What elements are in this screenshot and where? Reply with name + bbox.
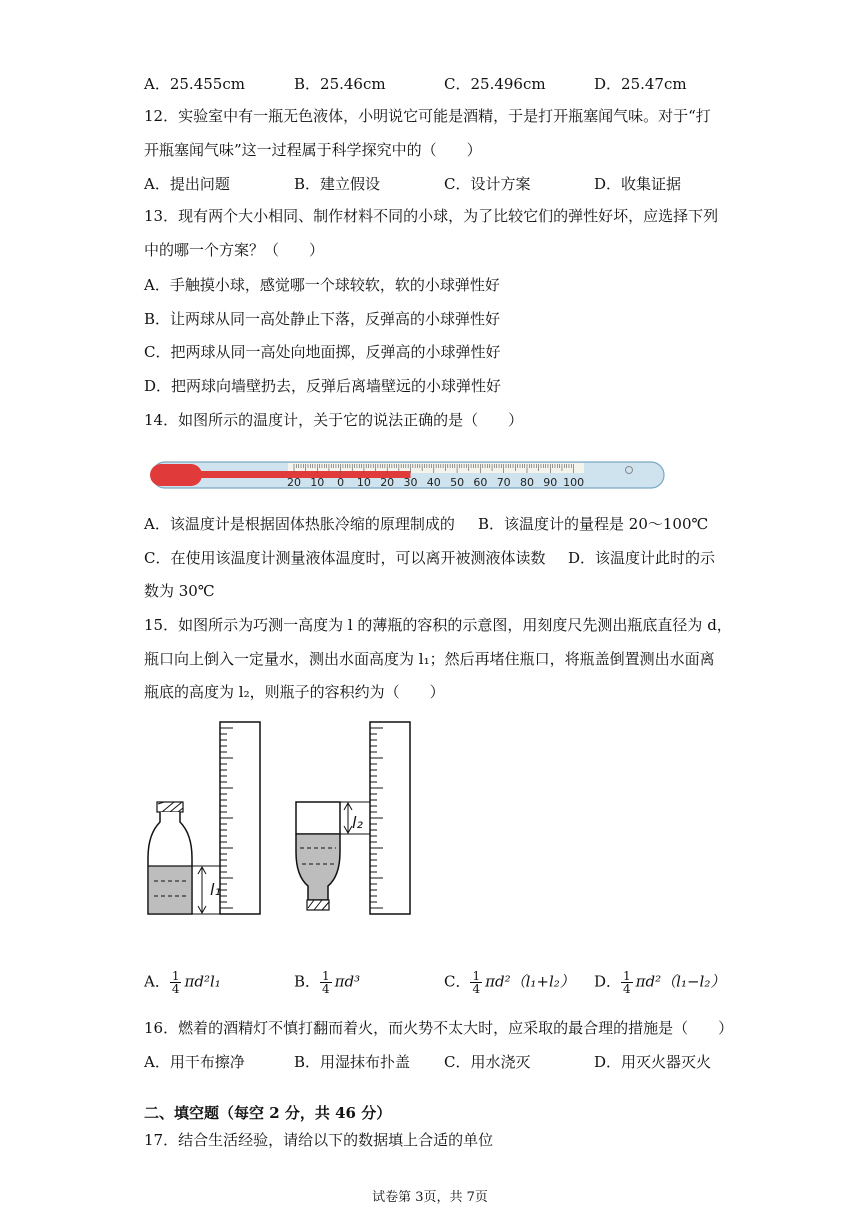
q16-option-a: A．用干布擦净 [144,1053,245,1071]
q12-option-a: A．提出问题 [144,175,230,193]
q15-option-c: C． $\frac{1}{4}$ πd²（l₁+l₂） [444,969,575,996]
label-l2: l₂ [352,813,363,832]
q15-option-d: D． $\frac{1}{4}$ πd²（l₁−l₂） [594,969,726,996]
q13-option-d: D．把两球向墙壁扔去，反弹后离墙壁远的小球弹性好 [144,377,502,395]
q15-option-a: A． $\frac{1}{4}$ πd²l₁ [144,969,221,996]
q15-stem-line1: 15．如图所示为巧测一高度为 l 的薄瓶的容积的示意图，用刻度尺先测出瓶底直径为 d， [144,616,732,634]
q12-stem-line2: 开瓶塞闻气味”这一过程属于科学探究中的（ ） [144,141,482,159]
q12-option-b: B．建立假设 [294,175,381,193]
thermometer-figure [148,456,668,494]
bottle-figure [140,718,420,923]
thermometer-label: 10 [356,476,371,489]
q15-stem-line2: 瓶口向上倒入一定量水，测出水面高度为 l₁；然后再堵住瓶口，将瓶盖倒置测出水面离 [144,650,715,668]
q14-stem: 14．如图所示的温度计，关于它的说法正确的是（ ） [144,411,524,429]
q15-stem-line3: 瓶底的高度为 l₂，则瓶子的容积约为（ ） [144,683,445,701]
q16-option-d: D．用灭火器灭火 [594,1053,712,1071]
q13-option-a: A．手触摸小球，感觉哪一个球较软，软的小球弹性好 [144,276,500,294]
q15-option-b: B． $\frac{1}{4}$ πd³ [294,969,361,996]
page-footer: 试卷第 3页，共 7页 [372,1190,488,1205]
thermometer-label: 70 [496,476,511,489]
q14-option-c: C．在使用该温度计测量液体温度时，可以离开被测液体读数 [144,549,546,567]
q16-stem: 16．燃着的酒精灯不慎打翻而着火，而火势不太大时，应采取的最合理的措施是（ ） [144,1019,734,1037]
label-l1: l₁ [210,880,221,899]
q12-option-c: C．设计方案 [444,175,531,193]
thermometer-label: 80 [520,476,534,489]
q13-option-b: B．让两球从同一高处静止下落，反弹高的小球弹性好 [144,310,501,328]
q11-option-a: A．25.455cm [144,75,245,93]
thermometer-label: 30 [403,476,418,489]
q11-option-b: B．25.46cm [294,75,386,93]
q12-option-d: D．收集证据 [594,175,682,193]
q13-stem-line1: 13．现有两个大小相同、制作材料不同的小球，为了比较它们的弹性好坏，应选择下列 [144,207,719,225]
q13-option-c: C．把两球从同一高处向地面掷，反弹高的小球弹性好 [144,343,501,361]
section-title: 二、填空题（每空 2 分，共 46 分） [144,1104,392,1122]
q13-stem-line2: 中的哪一个方案？（ ） [144,241,325,259]
q14-option-d: D．该温度计此时的示 [568,549,716,567]
thermometer-label: 60 [473,476,488,489]
q14-option-b: B．该温度计的量程是 20～100℃ [478,515,709,533]
thermometer-label: 0 [337,476,345,489]
q12-stem-line1: 12．实验室中有一瓶无色液体，小明说它可能是酒精，于是打开瓶塞闻气味。对于“打 [144,107,711,125]
thermometer-label: 100 [563,476,585,489]
q16-option-c: C．用水浇灭 [444,1053,531,1071]
thermometer-label: 10 [310,476,325,489]
q17-stem: 17．结合生活经验，请给以下的数据填上合适的单位 [144,1131,494,1149]
q11-option-c: C．25.496cm [444,75,546,93]
q14-option-d-continued: 数为 30℃ [144,582,215,600]
q11-option-d: D．25.47cm [594,75,687,93]
thermometer-label: 40 [426,476,441,489]
thermometer-label: 50 [450,476,465,489]
thermometer-label: 20 [287,476,301,489]
q14-option-a: A．该温度计是根据固体热胀冷缩的原理制成的 [144,515,455,533]
thermometer-label: 90 [543,476,558,489]
thermometer-label: 20 [380,476,395,489]
q16-option-b: B．用湿抹布扑盖 [294,1053,411,1071]
